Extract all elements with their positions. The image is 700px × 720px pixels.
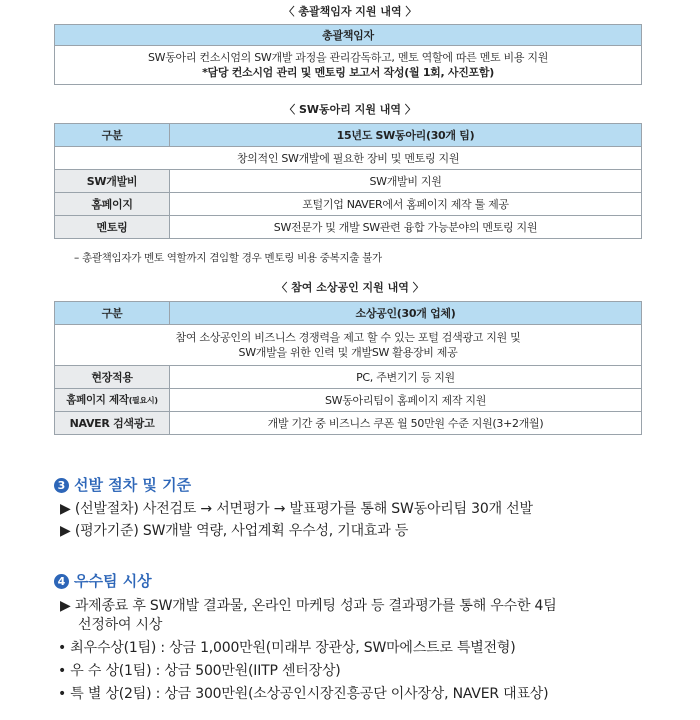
cell-line: 참여 소상공인의 비즈니스 경쟁력을 제고 할 수 있는 포털 검색광고 지원 및 xyxy=(175,331,521,344)
table-cell xyxy=(55,325,642,366)
table2-caption: 〈 SW동아리 지원 내역 〉 xyxy=(284,103,416,116)
note: – 총괄책임자가 멘토 역할까지 겸임할 경우 멘토링 비용 중복지출 불가 xyxy=(74,252,382,264)
table-cell: 창의적인 SW개발에 필요한 장비 및 멘토링 지원 xyxy=(55,147,642,170)
section-3-heading xyxy=(54,474,191,495)
row-label: 홈페이지 xyxy=(55,193,170,216)
table3-caption: 〈 참여 소상공인 지원 내역 〉 xyxy=(276,281,424,294)
table-cell: PC, 주변기기 등 지원 xyxy=(170,366,642,389)
award-item: • 최우수상(1팀) : 상금 1,000만원(미래부 장관상, SW마에스트로 특별전형) xyxy=(58,640,516,656)
row-label: SW개발비 xyxy=(55,170,170,193)
list-item: ▶ (선발절차) 사전검토 → 서면평가 → 발표평가를 통해 SW동아리팀 30개 선발 xyxy=(60,501,533,517)
list-item: ▶ (평가기준) SW개발 역량, 사업계획 우수성, 기대효과 등 xyxy=(60,523,409,539)
section-number-badge: 3 xyxy=(54,478,69,493)
table-cell: SW개발비 지원 xyxy=(170,170,642,193)
row-label-text: 홈페이지 제작 xyxy=(66,393,129,406)
row-label-small: (필요시) xyxy=(128,395,158,405)
cell-line: SW동아리 컨소시엄의 SW개발 과정을 관리감독하고, 멘토 역할에 따른 멘토 비용 지원 xyxy=(147,51,549,64)
award-item: • 우 수 상(1팀) : 상금 500만원(IITP 센터장상) xyxy=(58,663,341,679)
section-number-badge: 4 xyxy=(54,574,69,589)
table-cell: 포털기업 NAVER에서 홈페이지 제작 툴 제공 xyxy=(170,193,642,216)
table-cell xyxy=(55,46,642,85)
section-title: 선발 절차 및 기준 xyxy=(74,476,192,494)
table-header: 구분 xyxy=(55,302,170,325)
smb-support-table xyxy=(54,301,642,435)
award-item: • 특 별 상(2팀) : 상금 300만원(소상공인시장진흥공단 이사장상, NAVER 대표상) xyxy=(58,686,549,702)
table-cell: SW동아리팀이 홈페이지 제작 지원 xyxy=(170,389,642,412)
cell-line: *담당 컨소시엄 관리 및 멘토링 보고서 작성(월 1회, 사진포함) xyxy=(202,66,494,79)
row-label: 현장적용 xyxy=(55,366,170,389)
table-cell: SW전문가 및 개발 SW관련 융합 가능분야의 멘토링 지원 xyxy=(170,216,642,239)
row-label xyxy=(55,389,170,412)
manager-support-table xyxy=(54,24,642,85)
row-label: NAVER 검색광고 xyxy=(55,412,170,435)
club-support-table xyxy=(54,123,642,239)
table-header: 구분 xyxy=(55,124,170,147)
table-header: 총괄책임자 xyxy=(55,25,642,46)
list-item: ▶ 과제종료 후 SW개발 결과물, 온라인 마케팅 성과 등 결과평가를 통해 우수한 4팀 xyxy=(60,598,557,614)
table-header: 15년도 SW동아리(30개 팀) xyxy=(170,124,642,147)
row-label: 멘토링 xyxy=(55,216,170,239)
table-header: 소상공인(30개 업체) xyxy=(170,302,642,325)
list-item-continued: 선정하여 시상 xyxy=(78,617,163,633)
section-4-heading xyxy=(54,570,152,591)
cell-line: SW개발을 위한 인력 및 개발SW 활용장비 제공 xyxy=(238,346,458,359)
table-cell: 개발 기간 중 비즈니스 쿠폰 월 50만원 수준 지원(3+2개월) xyxy=(170,412,642,435)
section-title: 우수팀 시상 xyxy=(74,572,152,590)
table1-caption: 〈 총괄책임자 지원 내역 〉 xyxy=(283,5,417,18)
